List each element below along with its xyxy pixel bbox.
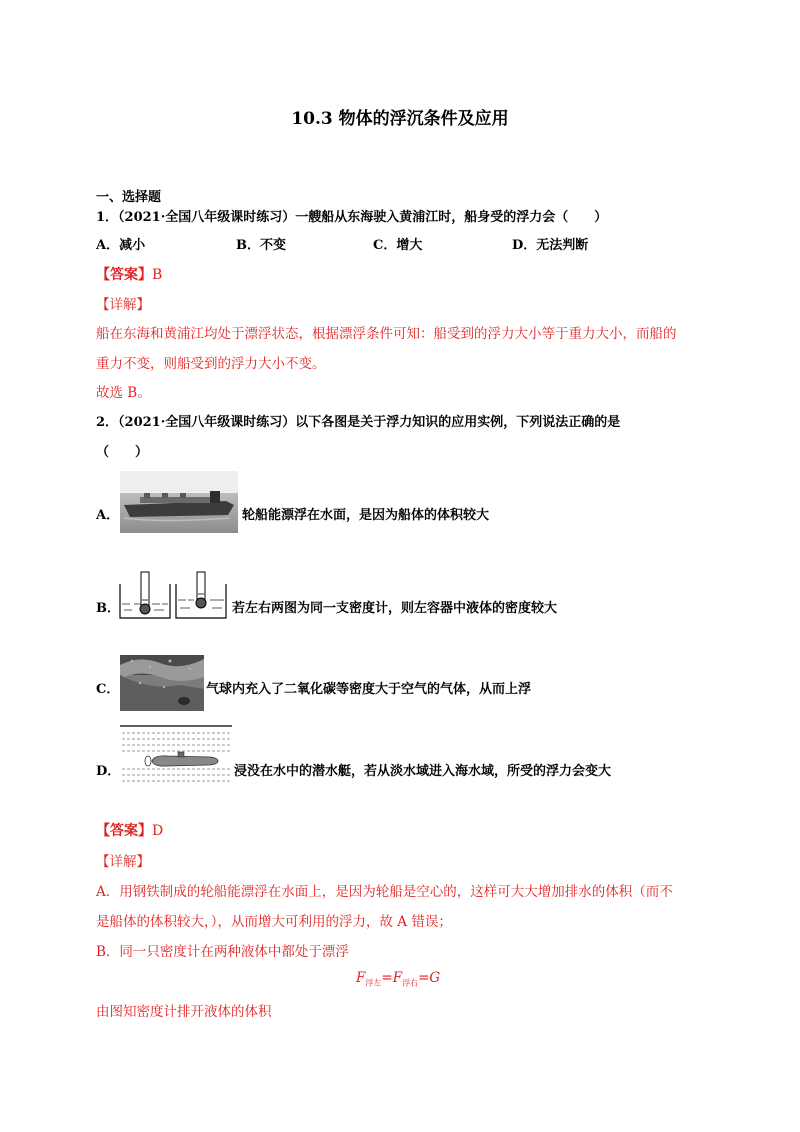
- formula-g: G: [429, 970, 441, 986]
- q2-stem-line-2: （ ）: [96, 445, 149, 460]
- section-heading: 一、选择题: [96, 190, 162, 205]
- q2-explain-line-3: B．同一只密度计在两种液体中都处于漂浮: [96, 944, 349, 960]
- q1-explain-label: 【详解】: [96, 297, 150, 313]
- q2-option-c-label: C．: [96, 682, 120, 697]
- q1-explain-line-2: 重力不变，则船受到的浮力大小不变。: [96, 356, 326, 372]
- answer-label: 【答案】: [96, 823, 152, 839]
- balloon-photo: [120, 655, 204, 711]
- q2-option-b-label: B．: [96, 601, 120, 616]
- page-title: 10.3 物体的浮沉条件及应用: [291, 109, 509, 129]
- formula-sub-left: 浮左: [365, 978, 382, 988]
- q1-option-b: B．不变: [236, 238, 286, 253]
- q2-stem-line-1: 2．（2021·全国八年级课时练习）以下各图是关于浮力知识的应用实例，下列说法正确的是: [96, 415, 621, 430]
- q2-option-c-text: 气球内充入了二氧化碳等密度大于空气的气体，从而上浮: [206, 682, 532, 697]
- formula-f-right: F: [392, 970, 403, 986]
- q1-option-c: C．增大: [373, 238, 423, 253]
- q1-explain-line-1: 船在东海和黄浦江均处于漂浮状态，根据漂浮条件可知：船受到的浮力大小等于重力大小，而船的: [96, 326, 677, 342]
- q2-option-d-text: 浸没在水中的潜水艇，若从淡水域进入海水域，所受的浮力会变大: [234, 764, 612, 779]
- q2-answer: [96, 820, 163, 840]
- formula-equals-1: =: [381, 970, 393, 986]
- buoyancy-formula: [356, 970, 440, 989]
- ship-photo: [120, 471, 238, 533]
- q1-answer: [96, 264, 162, 284]
- submarine-diagram: [120, 725, 232, 787]
- q2-explain-label: 【详解】: [96, 854, 150, 870]
- q1-option-d: D．无法判断: [512, 238, 589, 253]
- q2-option-a-text: 轮船能漂浮在水面，是因为船体的体积较大: [242, 508, 490, 523]
- q1-option-a: A．减小: [96, 238, 146, 253]
- answer-label: 【答案】: [96, 267, 152, 283]
- formula-sub-right: 浮右: [402, 978, 419, 988]
- hydrometer-diagram: [118, 570, 230, 620]
- q1-conclusion: 故选 B。: [96, 385, 151, 401]
- q2-after-formula: 由图知密度计排开液体的体积: [96, 1004, 272, 1020]
- answer-value: D: [152, 823, 164, 839]
- formula-f-left: F: [356, 970, 366, 986]
- formula-equals-2: =: [418, 970, 430, 986]
- q2-option-b-text: 若左右两图为同一支密度计，则左容器中液体的密度较大: [232, 601, 558, 616]
- q2-explain-line-2: 是船体的体积较大，），从而增大可利用的浮力，故 A 错误；: [96, 914, 452, 930]
- q2-option-d-label: D．: [96, 764, 121, 779]
- q1-stem: 1．（2021·全国八年级课时练习）一艘船从东海驶入黄浦江时，船身受的浮力会（ ）: [96, 210, 608, 225]
- answer-value: B: [152, 267, 163, 283]
- q2-explain-line-1: A．用钢铁制成的轮船能漂浮在水面上，是因为轮船是空心的，这样可大大增加排水的体积（而不: [96, 884, 673, 900]
- q2-option-a-label: A．: [96, 508, 120, 523]
